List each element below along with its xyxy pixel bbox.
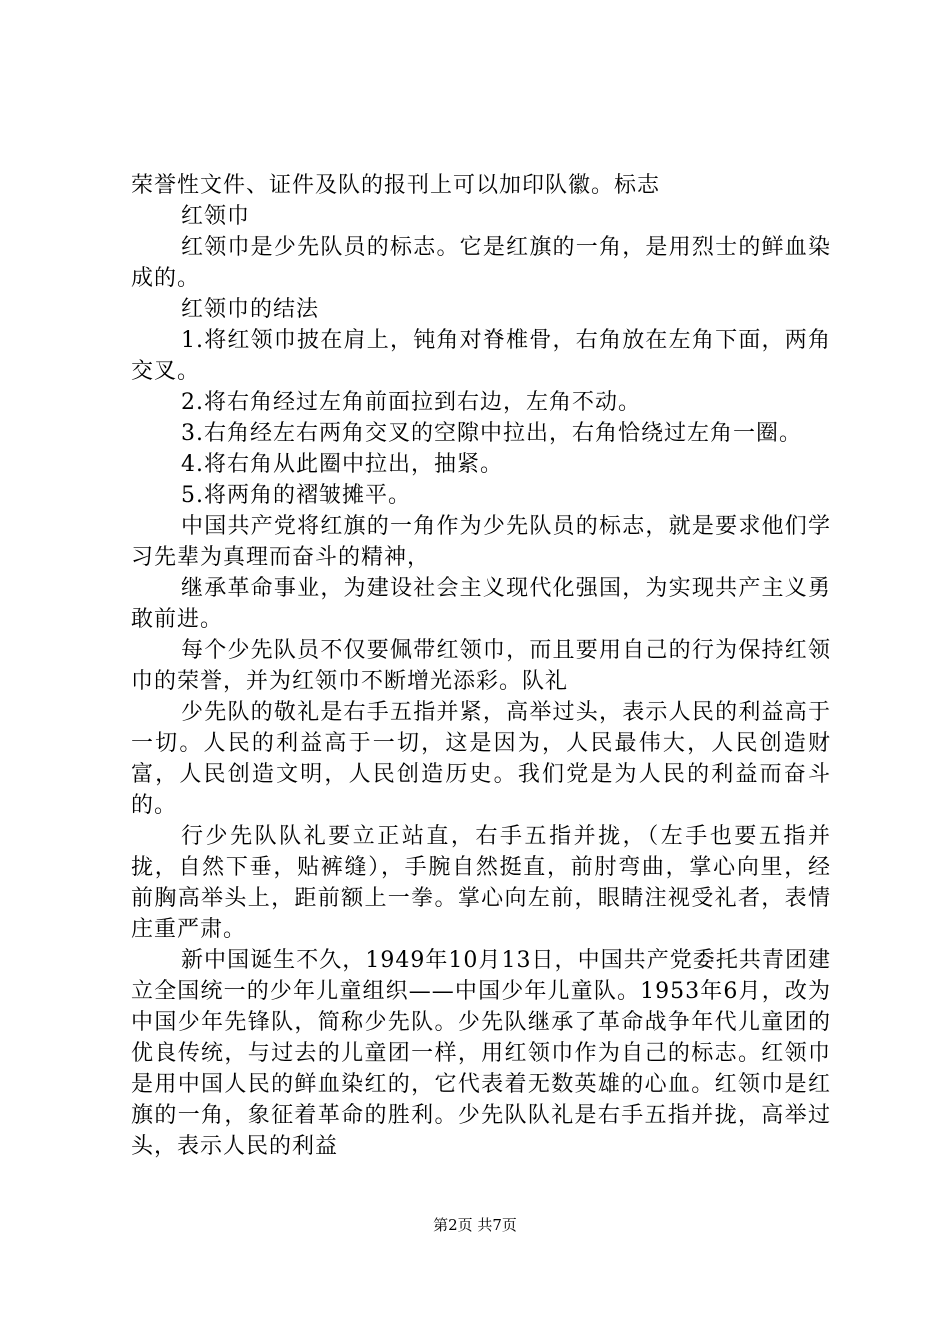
paragraph: 荣誉性文件、证件及队的报刊上可以加印队徽。标志 — [131, 173, 661, 198]
paragraph: 行少先队队礼要立正站直，右手五指并拢，（左手也要五指并拢，自然下垂，贴裤缝），手腕自然挺直，前肘弯曲，掌心向里，经前胸高举头上，距前额上一拳。掌心向左前，眼睛注视受礼者，表情庄重严肃。 — [131, 824, 831, 942]
paragraph: 继承革命事业，为建设社会主义现代化强国，为实现共产主义勇敢前进。 — [131, 576, 831, 632]
document-body — [131, 170, 831, 1162]
paragraph: 2.将右角经过左角前面拉到右边，左角不动。 — [181, 390, 641, 415]
paragraph: 少先队的敬礼是右手五指并紧，高举过头，表示人民的利益高于一切。人民的利益高于一切，这是因为，人民最伟大，人民创造财富，人民创造文明，人民创造历史。我们党是为人民的利益而奋斗的。 — [131, 700, 831, 818]
paragraph: 3.右角经左右两角交叉的空隙中拉出，右角恰绕过左角一圈。 — [181, 421, 802, 446]
paragraph: 中国共产党将红旗的一角作为少先队员的标志，就是要求他们学习先辈为真理而奋斗的精神， — [131, 514, 831, 570]
page-number-footer: 第2页 共7页 — [433, 1216, 517, 1234]
paragraph: 1.将红领巾披在肩上，钝角对脊椎骨，右角放在左角下面，两角交叉。 — [131, 328, 831, 384]
paragraph: 5.将两角的褶皱摊平。 — [181, 483, 411, 508]
paragraph: 红领巾是少先队员的标志。它是红旗的一角，是用烈士的鲜血染成的。 — [131, 235, 831, 291]
paragraph: 红领巾 — [181, 204, 251, 229]
paragraph: 新中国诞生不久，1949年10月13日，中国共产党委托共青团建立全国统一的少年儿童组织——中国少年儿童队。1953年6月，改为中国少年先锋队，简称少先队。少先队继承了革命战争年代儿童团的优良传统，与过去的儿童团一样，用红领巾作为自己的标志。红领巾是用中国人民的鲜血染红的，它代表着无数英雄的心血。红领巾是红旗的一角，象征着革命的胜利。少先队队礼是右手五指并拢，高举过头，表示人民的利益 — [131, 948, 831, 1159]
paragraph: 4.将右角从此圈中拉出，抽紧。 — [181, 452, 503, 477]
paragraph: 每个少先队员不仅要佩带红领巾，而且要用自己的行为保持红领巾的荣誉，并为红领巾不断增光添彩。队礼 — [131, 638, 831, 694]
paragraph: 红领巾的结法 — [181, 297, 320, 322]
